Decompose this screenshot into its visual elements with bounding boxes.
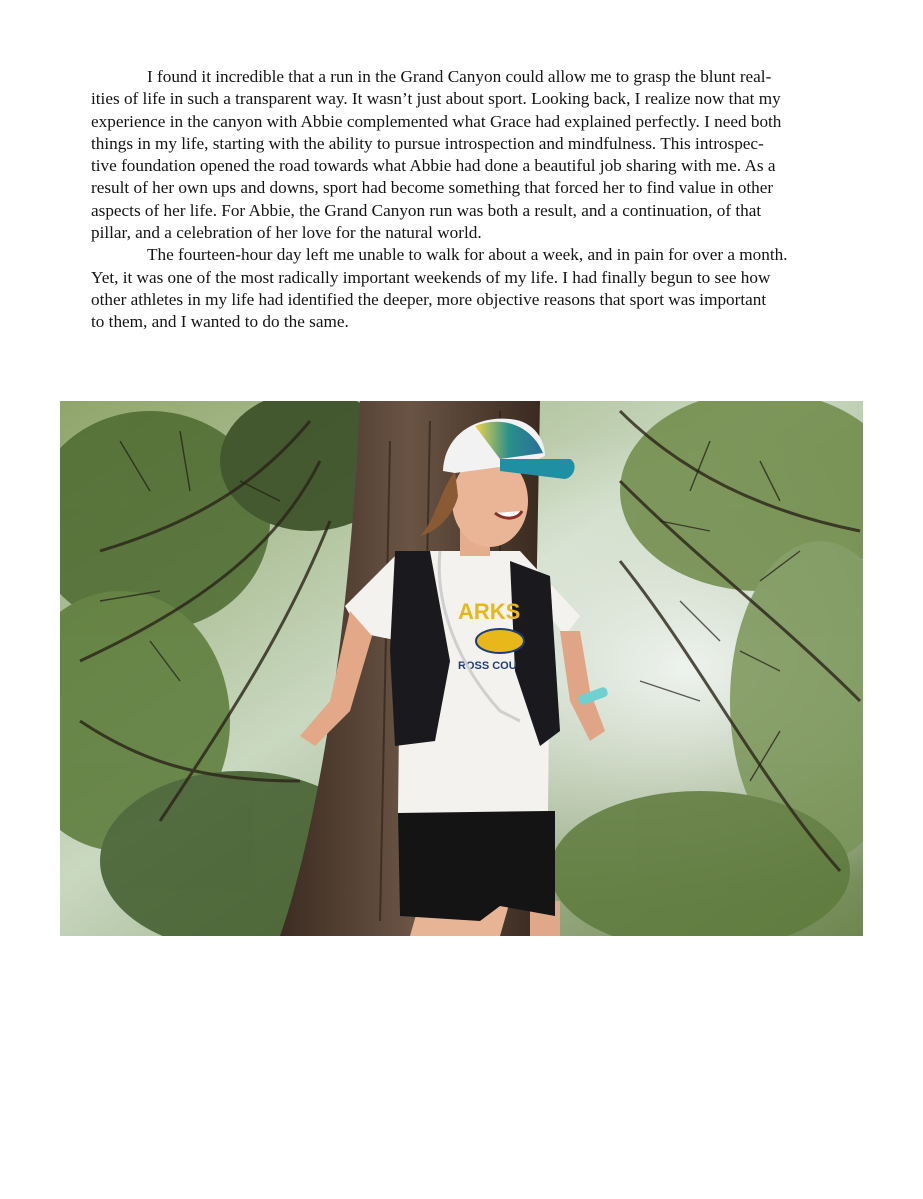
text-line: things in my life, starting with the ability to pursue introspection and mindfulness. This introspec- <box>91 133 764 153</box>
body-text <box>91 66 833 334</box>
text-line: result of her own ups and downs, sport had become something that forced her to find value in other <box>91 178 774 198</box>
text-line: to them, and I wanted to do the same. <box>91 312 349 332</box>
text-line: ities of life in such a transparent way. It wasn’t just about sport. Looking back, I realize now that my <box>91 89 781 109</box>
paragraph-1 <box>91 66 833 244</box>
shorts <box>398 811 555 921</box>
text-line: experience in the canyon with Abbie complemented what Grace had explained perfectly. I need both <box>91 111 782 131</box>
text-line: pillar, and a celebration of her love for the natural world. <box>91 223 482 243</box>
text-line: Yet, it was one of the most radically important weekends of my life. I had finally begun to see how <box>91 267 771 287</box>
text-line: aspects of her life. For Abbie, the Grand Canyon run was both a result, and a continuation, of that <box>91 200 762 220</box>
text-line: I found it incredible that a run in the Grand Canyon could allow me to grasp the blunt real- <box>147 67 772 86</box>
text-line: The fourteen-hour day left me unable to walk for about a week, and in pain for over a month. <box>147 245 788 265</box>
shirt-text: ARKS <box>458 599 521 624</box>
runner-photo <box>60 401 863 936</box>
paragraph-2 <box>91 244 833 333</box>
text-line: other athletes in my life had identified the deeper, more objective reasons that sport was important <box>91 289 767 309</box>
forest-scene <box>60 401 863 936</box>
shirt-subtext: ROSS COU <box>458 660 517 672</box>
text-line: tive foundation opened the road towards what Abbie had done a beautiful job sharing with me. As a <box>91 156 776 176</box>
